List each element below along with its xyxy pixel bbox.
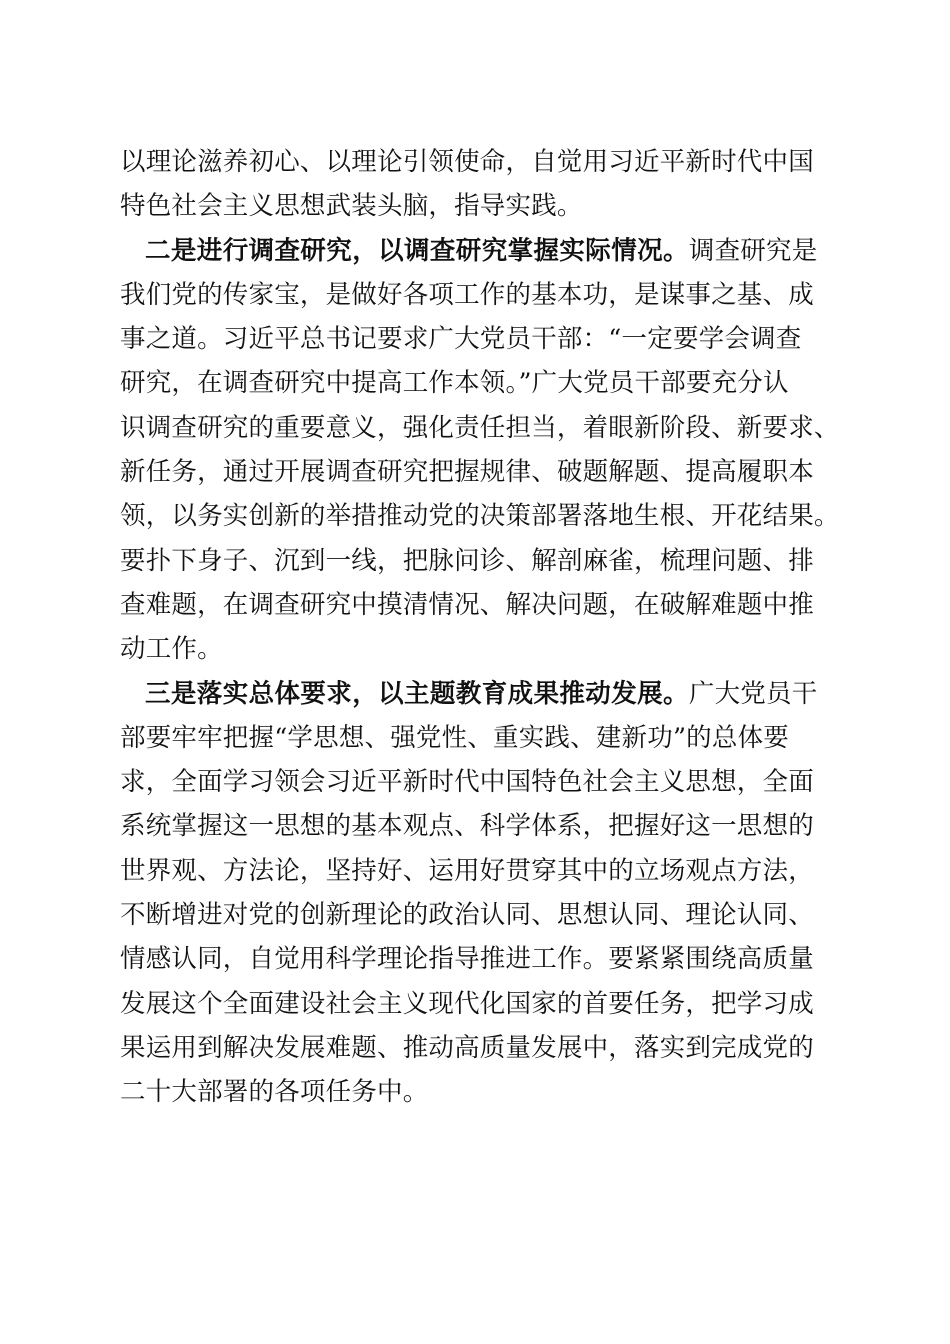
text-line: 动工作。 xyxy=(120,634,223,665)
text-line: 以理论滋养初心、以理论引领使命，自觉用习近平新时代中国 xyxy=(120,147,814,177)
text-line: 世界观、方法论，坚持好、运用好贯穿其中的立场观点方法， xyxy=(120,855,814,886)
text-fragment: 调查研究是 xyxy=(688,235,818,266)
text-line: 二十大部署的各项任务中。 xyxy=(120,1077,429,1108)
text-line: 我们党的传家宝，是做好各项工作的基本功，是谋事之基、成 xyxy=(120,279,814,310)
text-line: 果运用到解决发展难题、推动高质量发展中，落实到完成党的 xyxy=(120,1032,814,1063)
text-line: 不断增进对党的创新理论的政治认同、思想认同、理论认同、 xyxy=(120,900,814,931)
text-line: 情感认同，自觉用科学理论指导推进工作。要紧紧围绕高质量 xyxy=(120,944,814,975)
text-line: 事之道。习近平总书记要求广大党员干部：“一定要学会调查 xyxy=(120,324,802,355)
text-line: 发展这个全面建设社会主义现代化国家的首要任务，把学习成 xyxy=(120,988,814,1019)
section-2-first-line xyxy=(120,229,830,273)
section-2-heading: 二是进行调查研究，以调查研究掌握实际情况。 xyxy=(145,235,689,266)
text-fragment: 广大党员干 xyxy=(688,678,818,709)
text-line: 特色社会主义思想武装头脑，指导实践。 xyxy=(120,191,583,222)
text-line: 识调查研究的重要意义，强化责任担当，着眼新阶段、新要求、 xyxy=(120,412,840,443)
text-line: 新任务，通过开展调查研究把握规律、破题解题、提高履职本 xyxy=(120,457,814,488)
text-line: 领，以务实创新的举措推动党的决策部署落地生根、开花结果。 xyxy=(120,501,840,532)
section-3-heading: 三是落实总体要求，以主题教育成果推动发展。 xyxy=(145,678,689,709)
text-line: 研究，在调查研究中提高工作本领。”广大党员干部要充分认 xyxy=(120,368,789,399)
document-page xyxy=(120,140,840,1115)
section-3-first-line xyxy=(120,672,830,716)
text-line: 查难题，在调查研究中摸清情况、解决问题，在破解难题中推 xyxy=(120,589,814,620)
text-line: 系统掌握这一思想的基本观点、科学体系，把握好这一思想的 xyxy=(120,811,814,842)
text-line: 求，全面学习领会习近平新时代中国特色社会主义思想，全面 xyxy=(120,767,814,798)
text-line: 部要牢牢把握“学思想、强党性、重实践、建新功”的总体要 xyxy=(120,722,789,753)
text-line: 要扑下身子、沉到一线，把脉问诊、解剖麻雀，梳理问题、排 xyxy=(120,545,814,576)
